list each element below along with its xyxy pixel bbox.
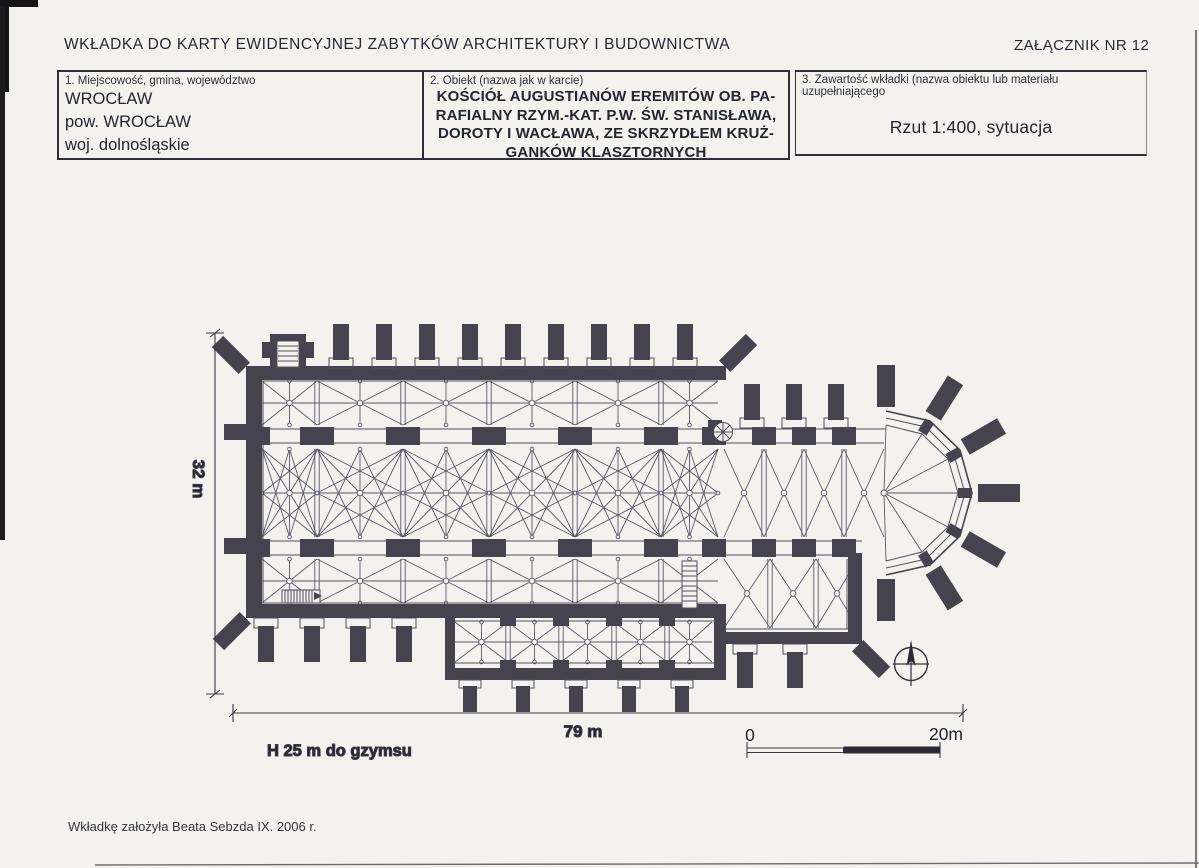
spiral-stair — [714, 423, 733, 442]
central-nave-vaults — [260, 447, 720, 539]
cornice-height-label: H 25 m do gzymsu — [267, 742, 412, 760]
cloister-vaults — [455, 620, 712, 664]
field-locality-label: 1. Miejscowość, gmina, województwo — [65, 75, 256, 87]
object-name-line: GANKÓW KLASZTORNYCH — [505, 143, 707, 161]
content-value: Rzut 1:400, sytuacja — [889, 117, 1053, 137]
west-stair — [282, 590, 322, 603]
scale-zero-label: 0 — [745, 725, 755, 745]
locality-line: pow. WROCŁAW — [65, 113, 191, 131]
attachment-number: ZAŁĄCZNIK NR 12 — [1014, 37, 1150, 54]
scale-bar — [745, 724, 963, 758]
east-stair — [682, 561, 697, 608]
object-name-line: DOROTY I WACŁAWA, ZE SKRZYDŁEM KRUŻ- — [438, 125, 774, 142]
south-aisle-vaults — [262, 557, 718, 605]
footer-note: Wkładkę założyła Beata Sebzda IX. 2006 r. — [68, 819, 317, 834]
object-name-line: KOŚCIÓŁ AUGUSTIANÓW EREMITÓW OB. PA- — [436, 88, 776, 105]
north-aisle-vaults — [262, 379, 718, 427]
locality-line: woj. dolnośląskie — [65, 136, 190, 154]
south-chapel-vaults — [724, 559, 858, 628]
scale-end-label: 20m — [928, 724, 964, 744]
field-object-label: 2. Obiekt (nazwa jak w karcie) — [430, 75, 584, 87]
object-name-line: RAFIALNY RZYM.-KAT. P.W. ŚW. STANISŁAWA, — [435, 106, 777, 124]
chancel-vaults — [724, 449, 884, 537]
height-dimension-label: 32 m — [189, 459, 208, 499]
north-arrow-icon — [893, 640, 929, 686]
locality-line: WROCŁAW — [65, 90, 153, 108]
apse-ribs — [881, 425, 958, 561]
page-title: WKŁADKA DO KARTY EWIDENCYJNEJ ZABYTKÓW ARCHITEKTURY I BUDOWNICTWA — [64, 36, 731, 53]
width-dimension-label: 79 m — [563, 722, 603, 741]
field-content-label: 3. Zawartość wkładki (nazwa obiektu lub materiału uzupełniającego — [802, 74, 1059, 98]
